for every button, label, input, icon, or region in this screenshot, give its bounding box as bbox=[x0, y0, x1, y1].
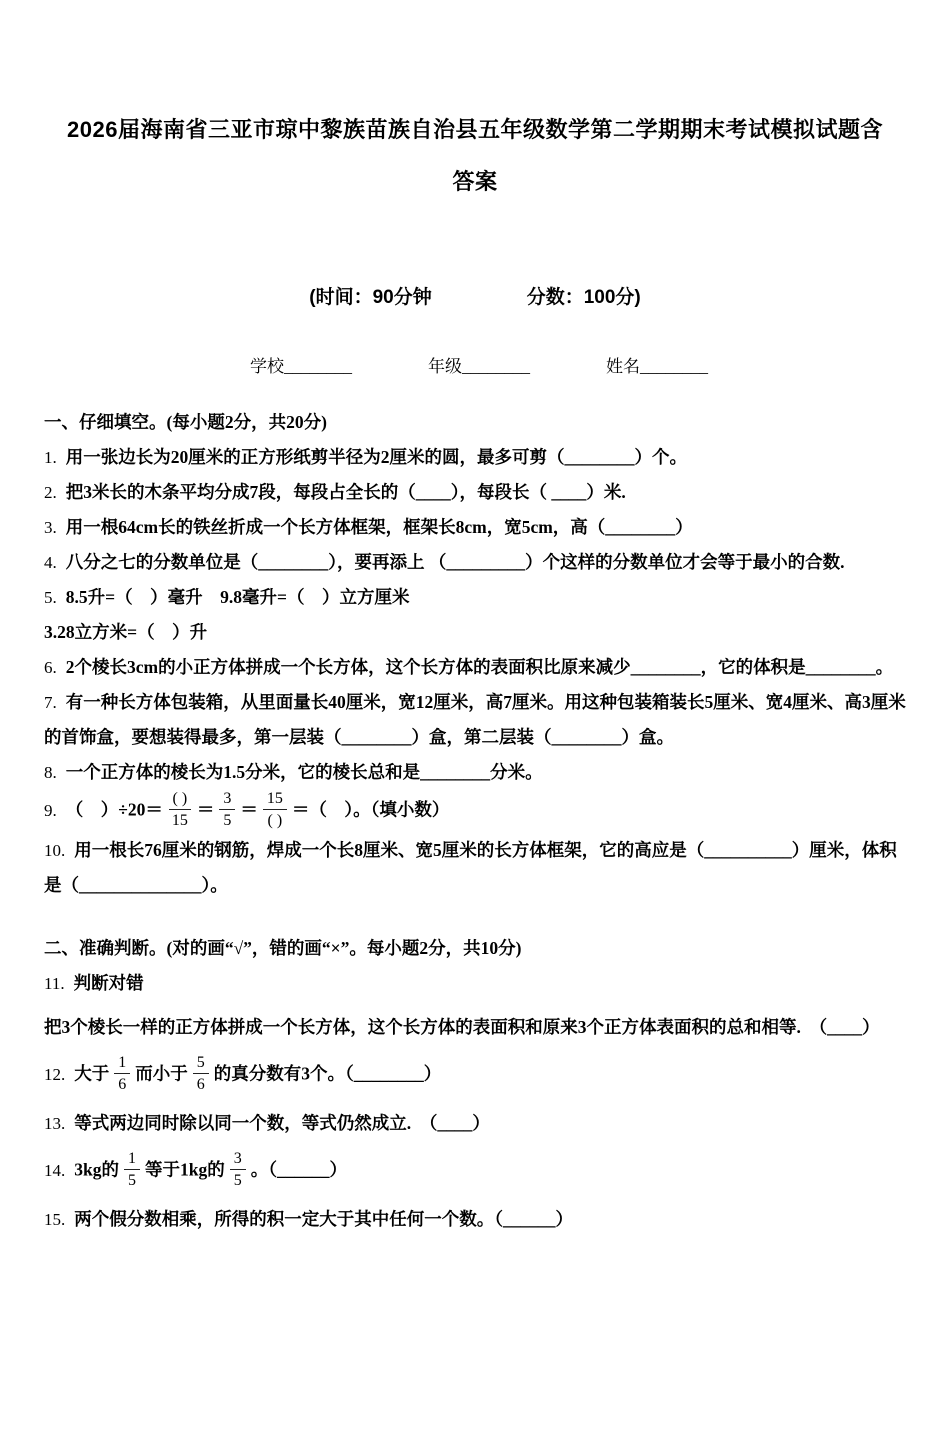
fraction-denominator: 15 bbox=[171, 812, 188, 829]
question-text: 等于1kg的 bbox=[144, 1159, 225, 1180]
section-true-false bbox=[44, 931, 906, 1237]
question-item bbox=[44, 1106, 906, 1141]
section-2-heading: 二、准确判断。(对的画“√”，错的画“×”。每小题2分，共10分) bbox=[44, 938, 522, 958]
section-2-items bbox=[44, 966, 906, 1237]
question-text: 八分之七的分数单位是（________），要再添上 （_________）个这样的分数单位才会等于最小的合数. bbox=[65, 552, 845, 572]
fraction-denominator: 6 bbox=[118, 1076, 127, 1093]
question-text: 等式两边同时除以同一个数，等式仍然成立. （____） bbox=[74, 1113, 490, 1133]
fraction-numerator: 3 bbox=[230, 1148, 246, 1170]
question-item bbox=[44, 1010, 906, 1045]
question-item bbox=[44, 966, 906, 1001]
fraction-denominator: 5 bbox=[233, 1172, 242, 1189]
fraction-numerator: 1 bbox=[124, 1148, 140, 1170]
fraction bbox=[219, 788, 235, 831]
question-text: （ ）÷20＝ bbox=[65, 799, 163, 820]
fraction-numerator: 15 bbox=[263, 788, 287, 810]
question-number: 5. bbox=[44, 588, 57, 607]
question-item bbox=[44, 475, 906, 510]
time-score-line: (时间：90分钟 分数：100分) bbox=[309, 287, 641, 308]
question-number: 9. bbox=[44, 800, 57, 820]
page-title: 2026届海南省三亚市琼中黎族苗族自治县五年级数学第二学期期末考试模拟试题含答案 bbox=[67, 117, 883, 194]
question-item bbox=[44, 685, 906, 755]
question-number: 7. bbox=[44, 693, 57, 712]
section-fill-in-blanks bbox=[44, 405, 906, 903]
fraction-denominator: 5 bbox=[223, 812, 232, 829]
question-text: 两个假分数相乘，所得的积一定大于其中任何一个数。（______） bbox=[74, 1209, 573, 1229]
question-item bbox=[44, 545, 906, 580]
question-number: 2. bbox=[44, 483, 57, 502]
question-item bbox=[44, 755, 906, 790]
question-number: 6. bbox=[44, 658, 57, 677]
question-text: ＝（ ）。（填小数） bbox=[291, 799, 450, 820]
question-item bbox=[44, 790, 906, 833]
section-1-heading: 一、仔细填空。(每小题2分，共20分) bbox=[44, 412, 327, 432]
question-number: 13. bbox=[44, 1114, 66, 1133]
question-item bbox=[44, 510, 906, 545]
fraction-denominator: 6 bbox=[196, 1076, 205, 1093]
question-number: 3. bbox=[44, 518, 57, 537]
question-text: 用一根长76厘米的钢筋，焊成一个长8厘米、宽5厘米的长方体框架，它的高应是（__________）厘米，体积是（______________）。 bbox=[44, 840, 897, 895]
question-text: 的真分数有3个。（________） bbox=[213, 1063, 442, 1084]
fraction bbox=[114, 1052, 130, 1095]
fraction bbox=[263, 788, 287, 831]
question-number: 14. bbox=[44, 1160, 66, 1180]
question-text: 一个正方体的棱长为1.5分米，它的棱长总和是________分米。 bbox=[65, 762, 543, 782]
question-item bbox=[44, 833, 906, 903]
fraction bbox=[230, 1148, 246, 1191]
grade-field: 年级________ bbox=[428, 357, 530, 376]
fraction bbox=[168, 788, 192, 831]
question-text: 把3米长的木条平均分成7段，每段占全长的（____），每段长（ ____）米. bbox=[65, 482, 626, 502]
question-number: 4. bbox=[44, 553, 57, 572]
school-field: 学校________ bbox=[250, 357, 352, 376]
question-text: 3.28立方米=（ ）升 bbox=[44, 622, 208, 642]
fraction-numerator: ( ) bbox=[169, 788, 192, 810]
question-text: 2个棱长3cm的小正方体拼成一个长方体，这个长方体的表面积比原来减少________，它的体积是________。 bbox=[65, 657, 894, 677]
question-number: 11. bbox=[44, 974, 65, 993]
question-number: 8. bbox=[44, 763, 57, 782]
page bbox=[0, 104, 950, 1448]
fraction-denominator: 5 bbox=[127, 1172, 136, 1189]
student-info-row bbox=[250, 352, 708, 377]
question-text: 判断对错 bbox=[73, 973, 144, 993]
question-number: 12. bbox=[44, 1064, 66, 1084]
question-item bbox=[44, 615, 906, 650]
fraction bbox=[193, 1052, 209, 1095]
question-number: 10. bbox=[44, 841, 66, 860]
fraction-numerator: 5 bbox=[193, 1052, 209, 1074]
question-text: 有一种长方体包装箱，从里面量长40厘米，宽12厘米，高7厘米。用这种包装箱装长5厘米、宽4厘米、高3厘米的首饰盒，要想装得最多，第一层装（________）盒，第二层装（________）盒。 bbox=[44, 692, 906, 747]
question-text: 而小于 bbox=[135, 1063, 188, 1084]
question-item bbox=[44, 580, 906, 615]
fraction bbox=[124, 1148, 140, 1191]
name-field: 姓名________ bbox=[606, 357, 708, 376]
question-item bbox=[44, 1054, 906, 1097]
question-item bbox=[44, 650, 906, 685]
question-text: 用一根64cm长的铁丝折成一个长方体框架，框架长8cm，宽5cm，高（________） bbox=[65, 517, 693, 537]
question-number: 15. bbox=[44, 1210, 66, 1229]
fraction-numerator: 3 bbox=[219, 788, 235, 810]
question-text: 8.5升=（ ）毫升 9.8毫升=（ ）立方厘米 bbox=[65, 587, 410, 607]
question-text: ＝ bbox=[196, 799, 215, 820]
exam-paper bbox=[0, 104, 950, 1448]
fraction-numerator: 1 bbox=[114, 1052, 130, 1074]
question-text: 用一张边长为20厘米的正方形纸剪半径为2厘米的圆，最多可剪（________）个。 bbox=[65, 447, 687, 467]
question-item bbox=[44, 1150, 906, 1193]
question-item bbox=[44, 440, 906, 475]
question-text: 把3个棱长一样的正方体拼成一个长方体，这个长方体的表面积和原来3个正方体表面积的总和相等. （____） bbox=[44, 1017, 880, 1037]
section-1-items bbox=[44, 440, 906, 903]
question-item bbox=[44, 1202, 906, 1237]
question-number: 1. bbox=[44, 448, 57, 467]
question-text: ＝ bbox=[240, 799, 258, 820]
fraction-denominator: ( ) bbox=[267, 812, 283, 829]
question-text: 。（______） bbox=[250, 1159, 347, 1180]
question-text: 大于 bbox=[74, 1063, 110, 1084]
question-text: 3kg的 bbox=[74, 1159, 119, 1180]
